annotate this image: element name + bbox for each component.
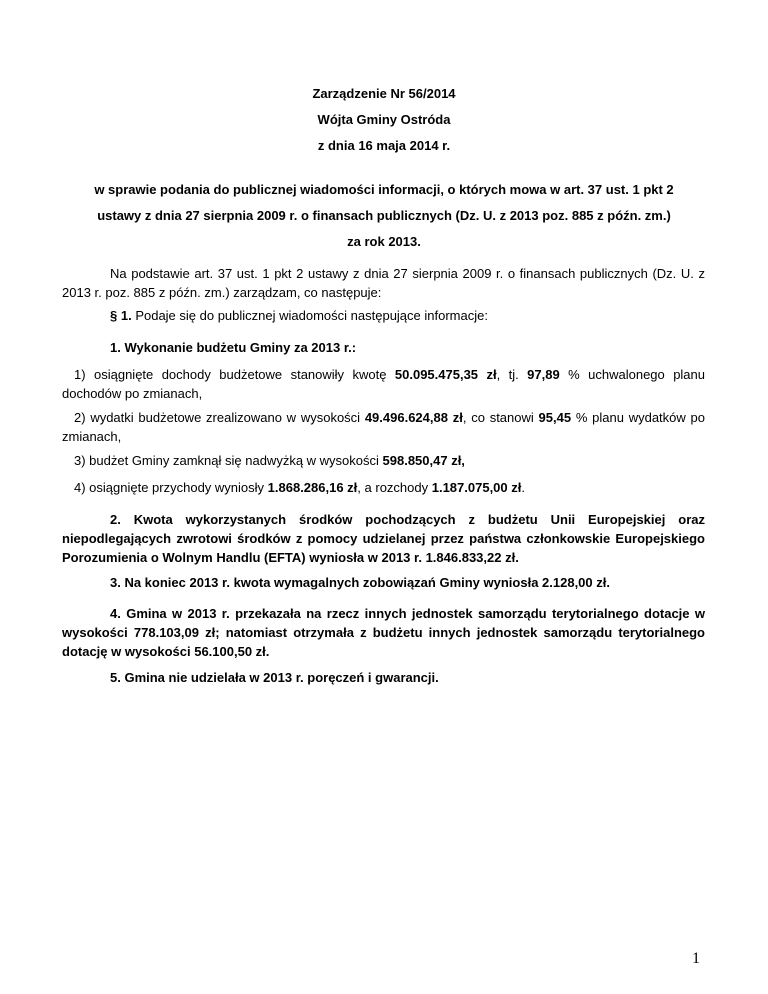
doc-subject-line-2: ustawy z dnia 27 sierpnia 2009 r. o finansach publicznych (Dz. U. z 2013 poz. 885 z późn. zm.) — [97, 208, 671, 223]
item-1: 1) osiągnięte dochody budżetowe stanowiły kwotę 50.095.475,35 zł, tj. 97,89 % uchwalonego planu dochodów po zmianach, — [62, 367, 705, 401]
doc-title: Zarządzenie Nr 56/2014 — [312, 86, 456, 101]
section-1-heading: 1. Wykonanie budżetu Gminy za 2013 r.: — [110, 340, 357, 355]
doc-issuer: Wójta Gminy Ostróda — [317, 112, 451, 127]
item-3: 3) budżet Gminy zamknął się nadwyżką w wysokości 598.850,47 zł, — [74, 453, 465, 468]
section-5: 5. Gmina nie udzielała w 2013 r. poręczeń i gwarancji. — [110, 670, 439, 685]
item-4: 4) osiągnięte przychody wyniosły 1.868.286,16 zł, a rozchody 1.187.075,00 zł. — [74, 480, 525, 495]
section-4: 4. Gmina w 2013 r. przekazała na rzecz innych jednostek samorządu terytorialnego dotacje w wysokości 778.103,09 zł; natomiast otrzymała z budżetu innych jednostek samorządu terytorialnego dotację w wysokości 56.100,50 zł. — [62, 606, 705, 659]
page-number: 1 — [692, 950, 700, 967]
paragraph-1-text: Podaje się do publicznej wiadomości następujące informacje: — [135, 308, 488, 323]
item-2: 2) wydatki budżetowe zrealizowano w wysokości 49.496.624,88 zł, co stanowi 95,45 % planu wydatków po zmianach, — [62, 410, 706, 444]
paragraph-1 — [110, 306, 488, 325]
doc-subject-line-1: w sprawie podania do publicznej wiadomości informacji, o których mowa w art. 37 ust. 1 pkt 2 — [94, 182, 674, 197]
paragraph-1-label: § 1. — [110, 308, 132, 323]
doc-subject-line-3: za rok 2013. — [347, 234, 421, 249]
section-3: 3. Na koniec 2013 r. kwota wymagalnych zobowiązań Gminy wyniosła 2.128,00 zł. — [110, 575, 610, 590]
intro-paragraph: Na podstawie art. 37 ust. 1 pkt 2 ustawy z dnia 27 sierpnia 2009 r. o finansach publicznych (Dz. U. z 2013 r. poz. 885 z późn. zm.) zarządzam, co następuje: — [62, 266, 705, 300]
doc-date: z dnia 16 maja 2014 r. — [317, 138, 451, 153]
section-2: 2. Kwota wykorzystanych środków pochodzących z budżetu Unii Europejskiej oraz niepodlegających zwrotowi środków z pomocy udzielanej przez państwa członkowskie Europejskiego Porozumienia o Wolnym Handlu (EFTA) wyniosła w 2013 r. 1.846.833,22 zł. — [62, 512, 705, 565]
